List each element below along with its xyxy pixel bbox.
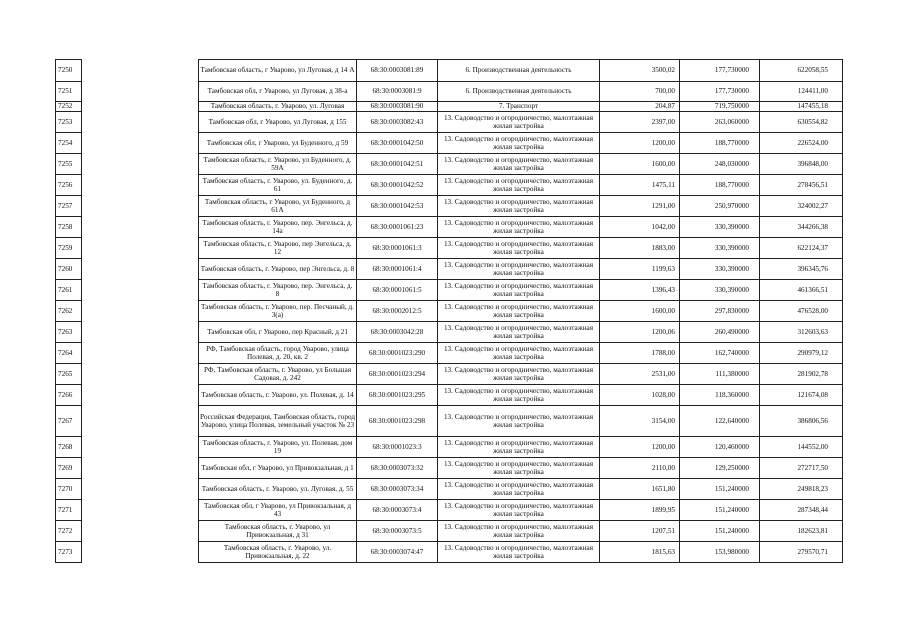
table-row: [56, 102, 843, 112]
blank-cell: [82, 217, 199, 238]
table-row: [56, 406, 843, 437]
rate-cell: 153,980000: [680, 542, 760, 563]
land-use-cell: 13. Садоводство и огородничество, малоэтажная жилая застройка: [438, 542, 600, 563]
cadastral-value-cell: 278456,51: [760, 175, 843, 196]
blank-cell: [82, 500, 199, 521]
row-number-cell: 7257: [56, 196, 82, 217]
cadastral-number-cell: 68:30:0001042:50: [357, 133, 438, 154]
area-cell: 1883,00: [600, 238, 680, 259]
area-cell: 204,87: [600, 102, 680, 112]
cadastral-number-cell: 68:30:0001061:3: [357, 238, 438, 259]
address-cell: Тамбовская обл, г Уварово, ул Луговая, д 155: [199, 112, 357, 133]
row-number-cell: 7253: [56, 112, 82, 133]
cadastral-number-cell: 68:30:0003074:47: [357, 542, 438, 563]
rate-cell: 120,460000: [680, 437, 760, 458]
row-number-cell: 7254: [56, 133, 82, 154]
area-cell: 1200,06: [600, 322, 680, 343]
table-row: [56, 500, 843, 521]
area-cell: 1899,95: [600, 500, 680, 521]
table-row: [56, 154, 843, 175]
table-row: [56, 364, 843, 385]
land-use-cell: 13. Садоводство и огородничество, малоэтажная жилая застройка: [438, 458, 600, 479]
land-use-cell: 13. Садоводство и огородничество, малоэтажная жилая застройка: [438, 133, 600, 154]
cadastral-number-cell: 68:30:0003082:43: [357, 112, 438, 133]
blank-cell: [82, 364, 199, 385]
cadastral-value-cell: 290979,12: [760, 343, 843, 364]
cadastral-value-cell: 312603,63: [760, 322, 843, 343]
land-use-cell: 13. Садоводство и огородничество, малоэтажная жилая застройка: [438, 322, 600, 343]
land-use-cell: 13. Садоводство и огородничество, малоэтажная жилая застройка: [438, 479, 600, 500]
rate-cell: 297,830000: [680, 301, 760, 322]
blank-cell: [82, 175, 199, 196]
land-use-cell: 13. Садоводство и огородничество, малоэтажная жилая застройка: [438, 238, 600, 259]
cadastral-number-cell: 68:30:0001061:5: [357, 280, 438, 301]
table-row: [56, 238, 843, 259]
blank-cell: [82, 60, 199, 82]
land-use-cell: 13. Садоводство и огородничество, малоэтажная жилая застройка: [438, 343, 600, 364]
rate-cell: 260,490000: [680, 322, 760, 343]
blank-cell: [82, 343, 199, 364]
area-cell: 1199,63: [600, 259, 680, 280]
table-row: [56, 521, 843, 542]
address-cell: Тамбовская область, г. Уварово, ул. Полевая, дом 19: [199, 437, 357, 458]
rate-cell: 151,240000: [680, 521, 760, 542]
area-cell: 3154,00: [600, 406, 680, 437]
area-cell: 1815,63: [600, 542, 680, 563]
row-number-cell: 7271: [56, 500, 82, 521]
area-cell: 700,00: [600, 82, 680, 102]
land-use-cell: 13. Садоводство и огородничество, малоэтажная жилая застройка: [438, 217, 600, 238]
address-cell: Тамбовская область, г. Уварово, пер. Энгельса, д. 14а: [199, 217, 357, 238]
row-number-cell: 7262: [56, 301, 82, 322]
area-cell: 1207,51: [600, 521, 680, 542]
area-cell: 1200,00: [600, 133, 680, 154]
rate-cell: 177,730000: [680, 60, 760, 82]
rate-cell: 162,740000: [680, 343, 760, 364]
blank-cell: [82, 542, 199, 563]
rate-cell: 330,390000: [680, 217, 760, 238]
cadastral-value-cell: 396345,76: [760, 259, 843, 280]
land-plot-table: [55, 59, 843, 563]
address-cell: Тамбовская область, г. Уварово, пер Энгельса, д. 8: [199, 259, 357, 280]
row-number-cell: 7267: [56, 406, 82, 437]
row-number-cell: 7255: [56, 154, 82, 175]
table-row: [56, 60, 843, 82]
table-row: [56, 196, 843, 217]
rate-cell: 248,030000: [680, 154, 760, 175]
blank-cell: [82, 437, 199, 458]
cadastral-number-cell: 68:30:0003073:34: [357, 479, 438, 500]
address-cell: Тамбовская область, г. Уварово, пер. Песчаный, д. 3(а): [199, 301, 357, 322]
address-cell: Тамбовская обл, г Уварово, ул Буденного, д 59: [199, 133, 357, 154]
land-use-cell: 13. Садоводство и огородничество, малоэтажная жилая застройка: [438, 521, 600, 542]
blank-cell: [82, 102, 199, 112]
area-cell: 2531,00: [600, 364, 680, 385]
table-row: [56, 437, 843, 458]
area-cell: 2110,00: [600, 458, 680, 479]
table-row: [56, 82, 843, 102]
area-cell: 1291,00: [600, 196, 680, 217]
land-use-cell: 13. Садоводство и огородничество, малоэтажная жилая застройка: [438, 175, 600, 196]
blank-cell: [82, 458, 199, 479]
rate-cell: 719,750000: [680, 102, 760, 112]
area-cell: 1600,00: [600, 154, 680, 175]
rate-cell: 188,770000: [680, 175, 760, 196]
land-use-cell: 13. Садоводство и огородничество, малоэтажная жилая застройка: [438, 364, 600, 385]
address-cell: Тамбовская обл, г Уварово, ул Луговая, д 38-а: [199, 82, 357, 102]
rate-cell: 263,060000: [680, 112, 760, 133]
cadastral-value-cell: 344266,38: [760, 217, 843, 238]
address-cell: РФ, Тамбовская область, г. Уварово, ул Большая Садовая, д. 242: [199, 364, 357, 385]
land-use-cell: 6. Производственная деятельность: [438, 82, 600, 102]
blank-cell: [82, 196, 199, 217]
rate-cell: 330,390000: [680, 259, 760, 280]
rate-cell: 188,770000: [680, 133, 760, 154]
rate-cell: 151,240000: [680, 500, 760, 521]
cadastral-value-cell: 281902,78: [760, 364, 843, 385]
cadastral-value-cell: 279570,71: [760, 542, 843, 563]
cadastral-value-cell: 182623,81: [760, 521, 843, 542]
row-number-cell: 7260: [56, 259, 82, 280]
land-use-cell: 13. Садоводство и огородничество, малоэтажная жилая застройка: [438, 280, 600, 301]
blank-cell: [82, 259, 199, 280]
cadastral-value-cell: 226524,00: [760, 133, 843, 154]
land-use-cell: 13. Садоводство и огородничество, малоэтажная жилая застройка: [438, 196, 600, 217]
address-cell: Тамбовская область, г. Уварово, ул Буденного, д. 59А: [199, 154, 357, 175]
rate-cell: 330,390000: [680, 280, 760, 301]
row-number-cell: 7272: [56, 521, 82, 542]
area-cell: 1475,11: [600, 175, 680, 196]
area-cell: 1028,00: [600, 385, 680, 406]
blank-cell: [82, 479, 199, 500]
row-number-cell: 7269: [56, 458, 82, 479]
area-cell: 1200,00: [600, 437, 680, 458]
cadastral-number-cell: 68:30:0001023:290: [357, 343, 438, 364]
cadastral-number-cell: 68:30:0001023:295: [357, 385, 438, 406]
cadastral-value-cell: 144552,00: [760, 437, 843, 458]
address-cell: Российская Федерация, Тамбовская область, город Уварово, улица Полевая, земельный участок № 23: [199, 406, 357, 437]
land-use-cell: 7. Транспорт: [438, 102, 600, 112]
cadastral-number-cell: 68:30:0003081:89: [357, 60, 438, 82]
table-row: [56, 322, 843, 343]
address-cell: Тамбовская обл, г Уварово, пер Красный, д 21: [199, 322, 357, 343]
table-row: [56, 133, 843, 154]
cadastral-value-cell: 476528,00: [760, 301, 843, 322]
address-cell: РФ, Тамбовская область, город Уварово, улица Полевая, д. 20, кв. 2: [199, 343, 357, 364]
row-number-cell: 7263: [56, 322, 82, 343]
cadastral-number-cell: 68:30:0003081:9: [357, 82, 438, 102]
row-number-cell: 7268: [56, 437, 82, 458]
cadastral-value-cell: 622058,55: [760, 60, 843, 82]
blank-cell: [82, 521, 199, 542]
cadastral-number-cell: 68:30:0001042:52: [357, 175, 438, 196]
cadastral-value-cell: 461366,51: [760, 280, 843, 301]
row-number-cell: 7256: [56, 175, 82, 196]
cadastral-number-cell: 68:30:0003081:90: [357, 102, 438, 112]
cadastral-number-cell: 68:30:0001023:3: [357, 437, 438, 458]
land-use-cell: 13. Садоводство и огородничество, малоэтажная жилая застройка: [438, 112, 600, 133]
blank-cell: [82, 406, 199, 437]
cadastral-number-cell: 68:30:0001061:4: [357, 259, 438, 280]
address-cell: Тамбовская обл, г Уварово, ул Привокзальная, д 43: [199, 500, 357, 521]
row-number-cell: 7265: [56, 364, 82, 385]
row-number-cell: 7252: [56, 102, 82, 112]
land-use-cell: 6. Производственная деятельность: [438, 60, 600, 82]
row-number-cell: 7264: [56, 343, 82, 364]
area-cell: 1600,00: [600, 301, 680, 322]
blank-cell: [82, 82, 199, 102]
cadastral-value-cell: 386806,56: [760, 406, 843, 437]
row-number-cell: 7270: [56, 479, 82, 500]
area-cell: 1396,43: [600, 280, 680, 301]
address-cell: Тамбовская обл, г Уварово, ул Привокзальная, д 1: [199, 458, 357, 479]
address-cell: Тамбовская область, г. Уварово, ул. Привокзальная, д. 22: [199, 542, 357, 563]
rate-cell: 129,250000: [680, 458, 760, 479]
table-row: [56, 458, 843, 479]
address-cell: Тамбовская область, г Уварово, ул Буденного, д 61А: [199, 196, 357, 217]
address-cell: Тамбовская область, г. Уварово, ул. Буденного, д. 61: [199, 175, 357, 196]
rate-cell: 177,730000: [680, 82, 760, 102]
table-row: [56, 301, 843, 322]
land-use-cell: 13. Садоводство и огородничество, малоэтажная жилая застройка: [438, 437, 600, 458]
table-row: [56, 280, 843, 301]
row-number-cell: 7258: [56, 217, 82, 238]
row-number-cell: 7273: [56, 542, 82, 563]
cadastral-value-cell: 249818,23: [760, 479, 843, 500]
rate-cell: 330,390000: [680, 238, 760, 259]
cadastral-number-cell: 68:30:0001023:298: [357, 406, 438, 437]
blank-cell: [82, 280, 199, 301]
cadastral-value-cell: 124411,00: [760, 82, 843, 102]
cadastral-value-cell: 147455,18: [760, 102, 843, 112]
table-row: [56, 385, 843, 406]
rate-cell: 122,640000: [680, 406, 760, 437]
row-number-cell: 7259: [56, 238, 82, 259]
land-use-cell: 13. Садоводство и огородничество, малоэтажная жилая застройка: [438, 154, 600, 175]
cadastral-value-cell: 324002,27: [760, 196, 843, 217]
rate-cell: 250,970000: [680, 196, 760, 217]
area-cell: 1788,00: [600, 343, 680, 364]
row-number-cell: 7250: [56, 60, 82, 82]
blank-cell: [82, 238, 199, 259]
address-cell: Тамбовская область, г Уварово, ул Луговая, д 14 А: [199, 60, 357, 82]
row-number-cell: 7266: [56, 385, 82, 406]
cadastral-value-cell: 622124,37: [760, 238, 843, 259]
table-row: [56, 479, 843, 500]
cadastral-value-cell: 396848,00: [760, 154, 843, 175]
table-row: [56, 112, 843, 133]
row-number-cell: 7251: [56, 82, 82, 102]
address-cell: Тамбовская область, г. Уварово, пер Энгельса, д. 12: [199, 238, 357, 259]
blank-cell: [82, 112, 199, 133]
blank-cell: [82, 301, 199, 322]
cadastral-number-cell: 68:30:0001042:51: [357, 154, 438, 175]
cadastral-number-cell: 68:30:0001042:53: [357, 196, 438, 217]
cadastral-number-cell: 68:30:0002012:5: [357, 301, 438, 322]
area-cell: 1651,80: [600, 479, 680, 500]
cadastral-number-cell: 68:30:0003042:28: [357, 322, 438, 343]
rate-cell: 151,240000: [680, 479, 760, 500]
table-row: [56, 542, 843, 563]
cadastral-value-cell: 287348,44: [760, 500, 843, 521]
land-use-cell: 13. Садоводство и огородничество, малоэтажная жилая застройка: [438, 259, 600, 280]
cadastral-number-cell: 68:30:0003073:32: [357, 458, 438, 479]
cadastral-value-cell: 121674,08: [760, 385, 843, 406]
table-row: [56, 217, 843, 238]
table-row: [56, 175, 843, 196]
row-number-cell: 7261: [56, 280, 82, 301]
cadastral-number-cell: 68:30:0003073:4: [357, 500, 438, 521]
cadastral-number-cell: 68:30:0001023:294: [357, 364, 438, 385]
land-use-cell: 13. Садоводство и огородничество, малоэтажная жилая застройка: [438, 500, 600, 521]
table-row: [56, 259, 843, 280]
land-use-cell: 13. Садоводство и огородничество, малоэтажная жилая застройка: [438, 301, 600, 322]
area-cell: 2397,00: [600, 112, 680, 133]
cadastral-number-cell: 68:30:0001061:23: [357, 217, 438, 238]
address-cell: Тамбовская область, г. Уварово, ул. Полевая, д. 14: [199, 385, 357, 406]
blank-cell: [82, 322, 199, 343]
cadastral-value-cell: 630554,82: [760, 112, 843, 133]
blank-cell: [82, 154, 199, 175]
table-row: [56, 343, 843, 364]
address-cell: Тамбовская область, г. Уварово, пер. Энгельса, д. 8: [199, 280, 357, 301]
rate-cell: 118,360000: [680, 385, 760, 406]
address-cell: Тамбовская область, г. Уварово, ул. Луговая, д. 55: [199, 479, 357, 500]
cadastral-value-cell: 272717,50: [760, 458, 843, 479]
cadastral-number-cell: 68:30:0003073:5: [357, 521, 438, 542]
rate-cell: 111,380000: [680, 364, 760, 385]
area-cell: 3500,02: [600, 60, 680, 82]
registry-table-container: [55, 59, 843, 563]
land-use-cell: 13. Садоводство и огородничество, малоэтажная жилая застройка: [438, 385, 600, 406]
blank-cell: [82, 385, 199, 406]
address-cell: Тамбовская область, г. Уварово, ул Привокзальная, д 31: [199, 521, 357, 542]
address-cell: Тамбовская область, г. Уварово, ул. Луговая: [199, 102, 357, 112]
table-body: [56, 60, 843, 563]
land-use-cell: 13. Садоводство и огородничество, малоэтажная жилая застройка: [438, 406, 600, 437]
blank-cell: [82, 133, 199, 154]
area-cell: 1042,00: [600, 217, 680, 238]
